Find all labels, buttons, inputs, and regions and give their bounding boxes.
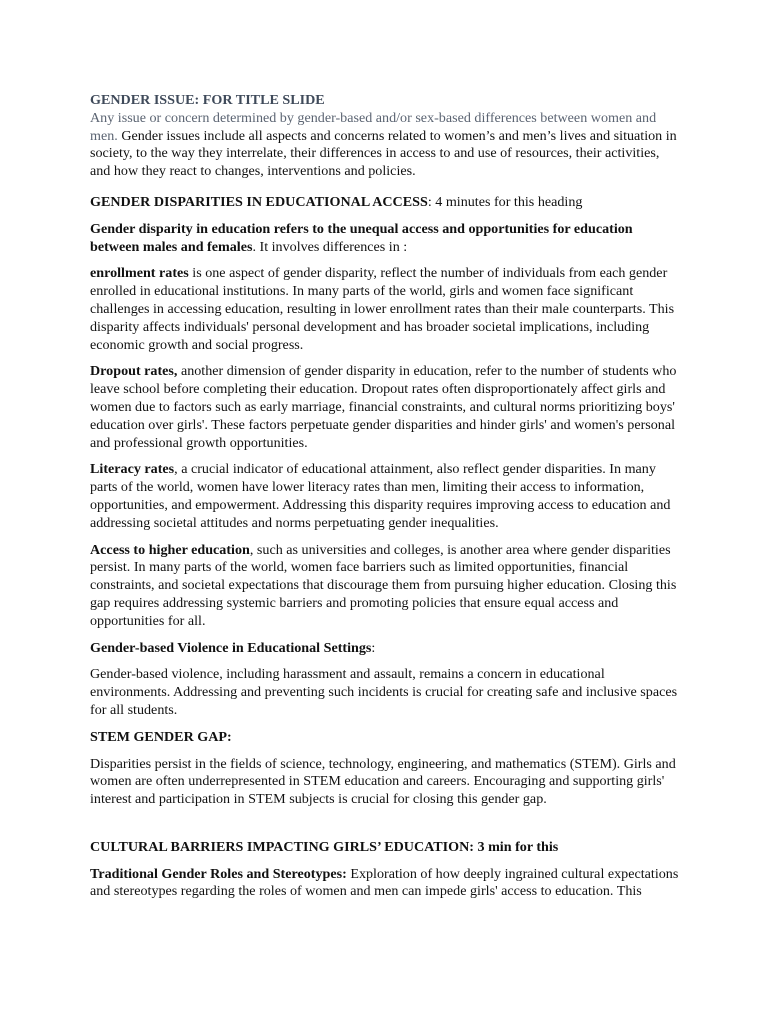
dropout-paragraph xyxy=(90,363,680,452)
section-spacer xyxy=(90,818,680,839)
disparity-intro-bold: Gender disparity in education refers to the unequal access and opportunities for education between males and females xyxy=(90,220,633,255)
disparities-heading-note: : 4 minutes for this heading xyxy=(427,193,583,210)
dropout-term: Dropout rates, xyxy=(90,363,178,380)
title-slide-section xyxy=(90,92,680,181)
cultural-heading: CULTURAL BARRIERS IMPACTING GIRLS’ EDUCATION: 3 min for this xyxy=(90,838,559,855)
enrollment-paragraph xyxy=(90,265,680,354)
literacy-text: , a crucial indicator of educational attainment, also reflect gender disparities. In many parts of the world, women have lower literacy rates than men, limiting their access to information, opportunities, and empowerment. Addressing this disparity requires improving access to education and addressing societal attitudes and norms perpetuating gender inequalities. xyxy=(90,461,671,531)
violence-heading-colon: : xyxy=(371,639,376,656)
disparity-intro-paragraph xyxy=(90,221,680,257)
traditional-roles-paragraph xyxy=(90,866,680,902)
disparities-heading xyxy=(90,194,680,212)
disparities-heading-title: GENDER DISPARITIES IN EDUCATIONAL ACCESS xyxy=(90,193,428,210)
higher-education-term: Access to higher education xyxy=(90,541,250,558)
higher-education-text: , such as universities and colleges, is another area where gender disparities persist. In many parts of the world, women face barriers such as limited opportunities, financial constraints, and societal expectations that discourage them from pursuing higher education. Closing this gap requires addressing systemic barriers and promoting policies that ensure equal access and opportunities for all. xyxy=(90,541,677,629)
gender-issue-body: Gender issues include all aspects and concerns related to women’s and men’s lives and situation in society, to the way they interrelate, their differences in access to and use of resources, their activities, and how they react to changes, interventions and policies. xyxy=(90,127,677,180)
dropout-text: another dimension of gender disparity in education, refer to the number of students who leave school before completing their education. Dropout rates often disproportionately affect girls and women due to factors such as early marriage, financial constraints, and cultural norms prioritizing boys' education over girls'. These factors perpetuate gender disparities and hinder girls' and women's personal and professional growth opportunities. xyxy=(90,363,677,451)
enrollment-text: is one aspect of gender disparity, reflect the number of individuals from each gender enrolled in educational institutions. In many parts of the world, girls and women face significant challenges in accessing education, resulting in lower enrollment rates than their male counterparts. This disparity affects individuals' personal development and has broader societal implications, including economic growth and social progress. xyxy=(90,265,675,353)
violence-heading xyxy=(90,640,680,658)
enrollment-term: enrollment rates xyxy=(90,265,189,282)
stem-heading: STEM GENDER GAP: xyxy=(90,728,232,745)
higher-education-paragraph xyxy=(90,542,680,631)
violence-paragraph: Gender-based violence, including harassment and assault, remains a concern in educational environments. Addressing and preventing such incidents is crucial for creating safe and inclusive spaces for all students. xyxy=(90,666,678,718)
literacy-term: Literacy rates xyxy=(90,461,175,478)
document-page xyxy=(90,92,680,910)
title-slide-heading: GENDER ISSUE: FOR TITLE SLIDE xyxy=(90,92,325,108)
traditional-roles-text: Exploration of how deeply ingrained cultural expectations and stereotypes regarding the roles of women and men can impede girls' access to education. This xyxy=(90,865,679,900)
gender-issue-definition: Any issue or concern determined by gender-based and/or sex-based differences between women and men. xyxy=(90,109,657,144)
stem-paragraph: Disparities persist in the fields of science, technology, engineering, and mathematics (STEM). Girls and women are often underrepresented in STEM education and careers. Encouraging and supporting girls' interest and participation in STEM subjects is crucial for closing this gender gap. xyxy=(90,755,676,808)
violence-heading-title: Gender-based Violence in Educational Settings xyxy=(90,639,372,656)
literacy-paragraph xyxy=(90,461,680,532)
title-slide-paragraph xyxy=(90,110,680,181)
traditional-roles-term: Traditional Gender Roles and Stereotypes: xyxy=(90,865,347,882)
disparity-intro-rest: . It involves differences in : xyxy=(252,238,408,255)
